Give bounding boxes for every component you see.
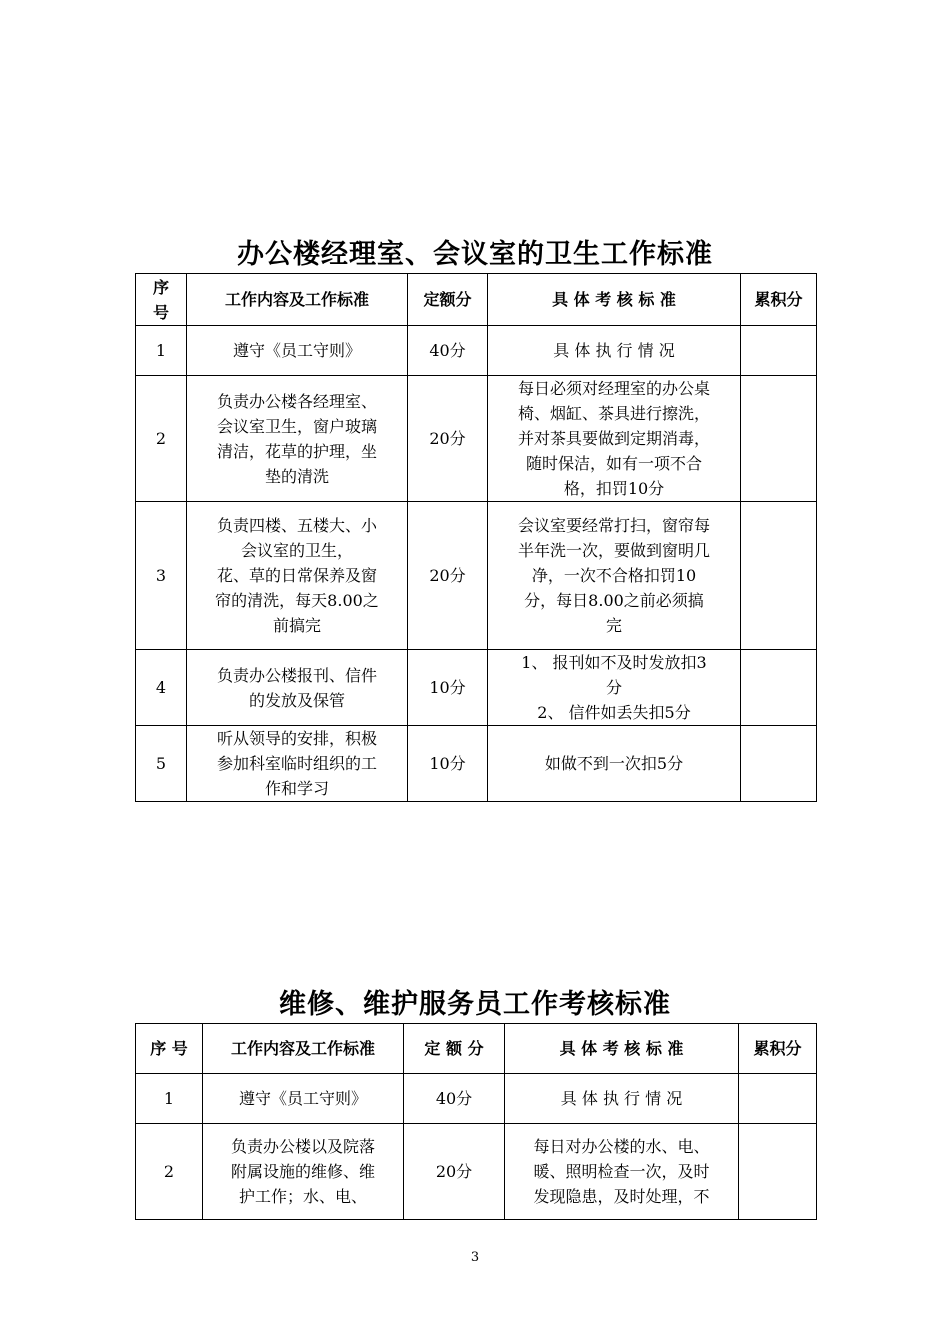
row-total <box>741 502 817 650</box>
row-score: 40分 <box>404 1074 505 1124</box>
row-score: 20分 <box>408 376 488 502</box>
row-no: 5 <box>136 726 187 802</box>
header-score: 定 额 分 <box>404 1024 505 1074</box>
header-no: 序 号 <box>136 274 187 326</box>
table2-title: 维修、维护服务员工作考核标准 <box>279 989 671 1020</box>
row-no: 1 <box>136 1074 203 1124</box>
page-number: 3 <box>470 1250 480 1265</box>
row-criteria: 每日必须对经理室的办公桌 椅、烟缸、茶具进行擦洗， 并对茶具要做到定期消毒， 随时保洁，如有一项不合 格，扣罚10分 <box>488 376 741 502</box>
row-score: 40分 <box>408 326 488 376</box>
row-no: 3 <box>136 502 187 650</box>
row-criteria: 如做不到一次扣5分 <box>488 726 741 802</box>
table-row <box>136 1124 817 1220</box>
header-score: 定额分 <box>408 274 488 326</box>
row-score: 10分 <box>408 650 488 726</box>
row-score: 10分 <box>408 726 488 802</box>
row-content: 负责办公楼各经理室、 会议室卫生，窗户玻璃 清洁，花草的护理，坐 垫的清洗 <box>187 376 408 502</box>
row-criteria: 1、 报刊如不及时发放扣3 分 2、 信件如丢失扣5分 <box>488 650 741 726</box>
row-content: 负责四楼、五楼大、小 会议室的卫生， 花、草的日常保养及窗 帘的清洗，每天8.00之 前搞完 <box>187 502 408 650</box>
table-row <box>136 1074 817 1124</box>
table1 <box>135 273 817 802</box>
row-score: 20分 <box>408 502 488 650</box>
table1-title: 办公楼经理室、会议室的卫生工作标准 <box>237 239 713 270</box>
row-total <box>741 376 817 502</box>
table1-header-row <box>136 274 817 326</box>
table2 <box>135 1023 817 1220</box>
row-criteria: 具 体 执 行 情 况 <box>488 326 741 376</box>
row-total <box>739 1074 817 1124</box>
header-content: 工作内容及工作标准 <box>203 1024 404 1074</box>
header-criteria: 具 体 考 核 标 准 <box>488 274 741 326</box>
row-criteria: 每日对办公楼的水、电、 暖、照明检查一次，及时 发现隐患，及时处理，不 <box>505 1124 739 1220</box>
row-no: 4 <box>136 650 187 726</box>
row-total <box>741 650 817 726</box>
table-row <box>136 376 817 502</box>
row-no: 2 <box>136 1124 203 1220</box>
table-row <box>136 326 817 376</box>
row-score: 20分 <box>404 1124 505 1220</box>
row-content: 听从领导的安排，积极 参加科室临时组织的工 作和学习 <box>187 726 408 802</box>
row-content: 遵守《员工守则》 <box>187 326 408 376</box>
row-content: 负责办公楼报刊、信件 的发放及保管 <box>187 650 408 726</box>
table2-header-row <box>136 1024 817 1074</box>
row-total <box>739 1124 817 1220</box>
row-criteria: 具 体 执 行 情 况 <box>505 1074 739 1124</box>
header-no: 序 号 <box>136 1024 203 1074</box>
header-total: 累积分 <box>741 274 817 326</box>
row-content: 负责办公楼以及院落 附属设施的维修、维 护工作；水、电、 <box>203 1124 404 1220</box>
row-total <box>741 326 817 376</box>
table-row <box>136 726 817 802</box>
table-row <box>136 502 817 650</box>
table-row <box>136 650 817 726</box>
row-criteria: 会议室要经常打扫，窗帘每 半年洗一次，要做到窗明几 净，一次不合格扣罚10 分，每日8.00之前必须搞 完 <box>488 502 741 650</box>
row-no: 2 <box>136 376 187 502</box>
header-criteria: 具 体 考 核 标 准 <box>505 1024 739 1074</box>
row-no: 1 <box>136 326 187 376</box>
header-total: 累积分 <box>739 1024 817 1074</box>
row-total <box>741 726 817 802</box>
header-content: 工作内容及工作标准 <box>187 274 408 326</box>
row-content: 遵守《员工守则》 <box>203 1074 404 1124</box>
